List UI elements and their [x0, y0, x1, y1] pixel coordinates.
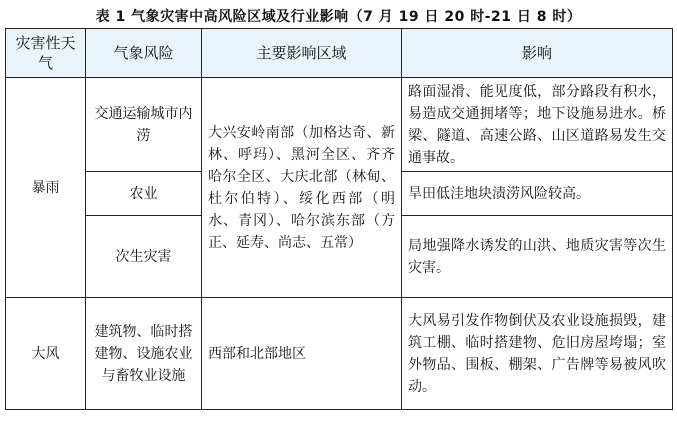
table-header-row	[6, 29, 673, 78]
hazard-cell: 暴雨	[6, 78, 86, 298]
header-impact: 影响	[402, 29, 673, 78]
risk-cell: 农业	[86, 172, 202, 216]
table-caption: 表 1 气象灾害中高风险区域及行业影响（7 月 19 日 20 时-21 日 8 时）	[95, 9, 582, 25]
impact-cell: 局地强降水诱发的山洪、地质灾害等次生灾害。	[402, 216, 673, 298]
risk-cell: 交通运输城市内涝	[86, 78, 202, 172]
header-region: 主要影响区域	[202, 29, 402, 78]
table-row	[6, 298, 673, 410]
risk-table	[5, 28, 673, 410]
hazard-cell: 大风	[6, 298, 86, 410]
region-cell: 西部和北部地区	[202, 298, 402, 410]
table-row	[6, 78, 673, 172]
region-cell: 大兴安岭南部（加格达奇、新林、呼玛）、黑河全区、齐齐哈尔全区、大庆北部（林甸、杜尔伯特）、绥化西部（明水、青冈）、哈尔滨东部（方正、延寿、尚志、五常）	[202, 78, 402, 298]
impact-cell: 旱田低洼地块渍涝风险较高。	[402, 172, 673, 216]
risk-cell: 次生灾害	[86, 216, 202, 298]
header-risk: 气象风险	[86, 29, 202, 78]
impact-cell: 大风易引发作物倒伏及农业设施损毁，建筑工棚、临时搭建物、危旧房屋垮塌；室外物品、围板、棚架、广告牌等易被风吹动。	[402, 298, 673, 410]
risk-cell: 建筑物、临时搭建物、设施农业与畜牧业设施	[86, 298, 202, 410]
header-hazard: 灾害性天气	[6, 29, 86, 78]
impact-cell: 路面湿滑、能见度低，部分路段有积水，易造成交通拥堵等；地下设施易进水。桥梁、隧道、高速公路、山区道路易发生交通事故。	[402, 78, 673, 172]
